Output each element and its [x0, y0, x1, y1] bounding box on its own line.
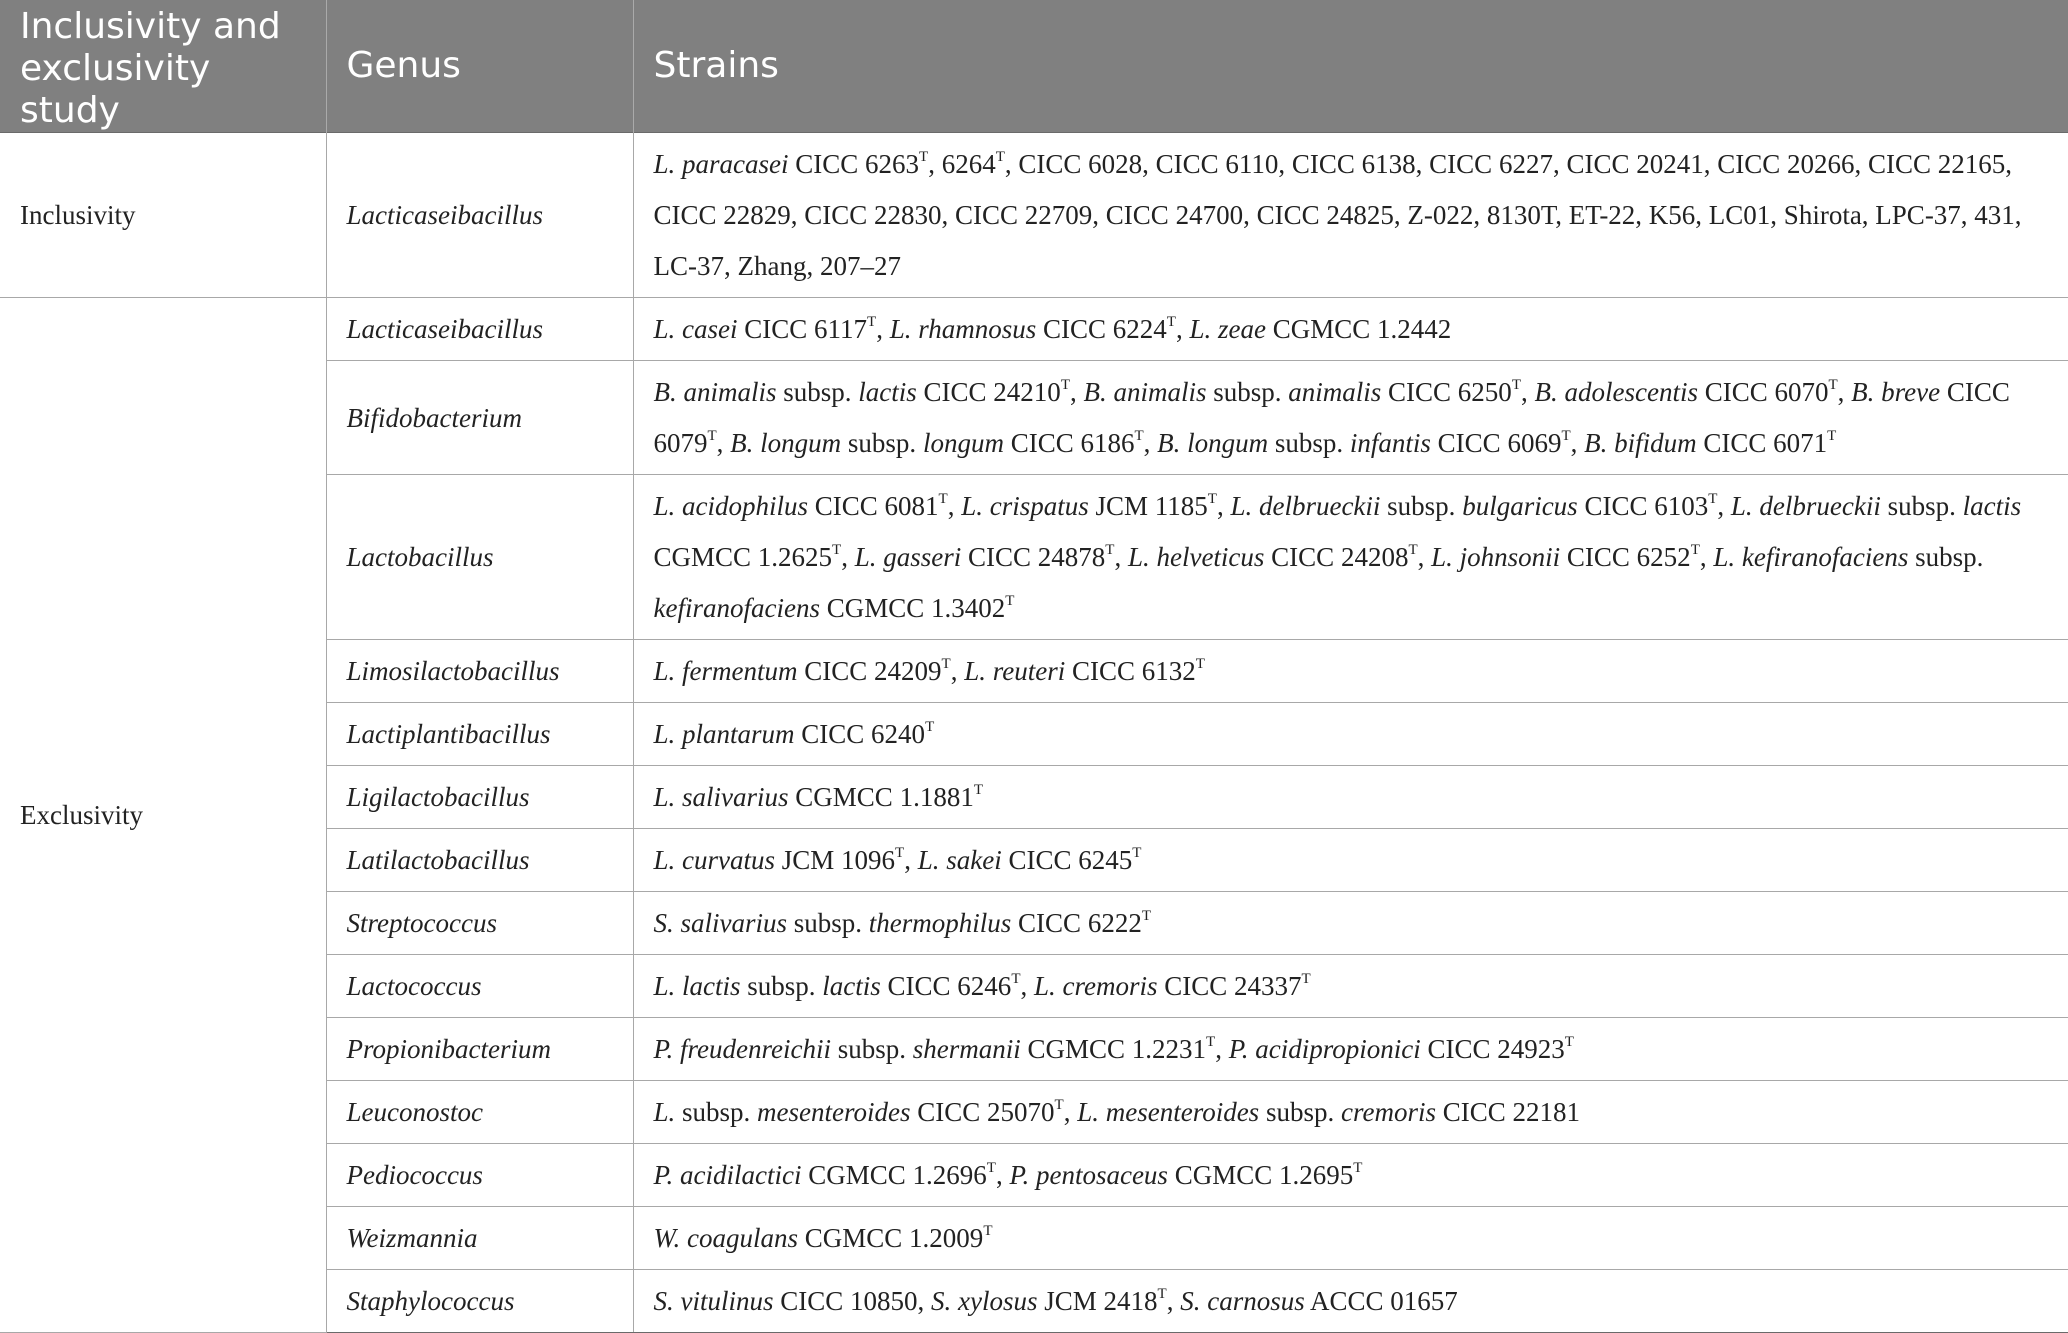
strain-id: CICC 6245: [1001, 845, 1133, 875]
type-strain-mark: T: [1134, 428, 1144, 444]
header-strains: Strains: [633, 0, 2068, 133]
type-strain-mark: T: [1054, 1097, 1064, 1113]
species-name: P. pentosaceus: [1009, 1160, 1168, 1190]
header-study: Inclusivity and exclusivity study: [0, 0, 326, 133]
strain-id: CICC 6224: [1036, 314, 1167, 344]
strains-text: [654, 377, 2010, 458]
type-strain-mark: T: [832, 542, 842, 558]
strain-id: subsp.: [1259, 1097, 1341, 1127]
type-strain-mark: T: [1132, 845, 1142, 861]
type-strain-mark: T: [1105, 542, 1115, 558]
species-name: B. animalis: [653, 377, 777, 407]
type-strain-mark: T: [1828, 377, 1838, 393]
strain-id: subsp.: [1908, 542, 1984, 572]
strain-id: CICC 6079: [653, 377, 2010, 458]
species-name: lactis: [858, 377, 917, 407]
strain-id: ACCC 01657: [1304, 1286, 1458, 1316]
strain-id: subsp.: [740, 971, 823, 1001]
type-strain-mark: T: [1301, 971, 1311, 987]
genus-cell: Streptococcus: [326, 892, 633, 955]
strain-id: CGMCC 1.3402: [819, 593, 1006, 623]
strains-cell: [633, 361, 2068, 475]
strains-text: [654, 971, 1311, 1001]
strain-id: CICC 6252: [1560, 542, 1691, 572]
strain-id: ,: [1069, 377, 1084, 407]
species-name: thermophilus: [868, 908, 1012, 938]
strains-text: [654, 845, 1142, 875]
table-row: [0, 298, 2068, 361]
strains-text: [654, 782, 984, 812]
species-name: B. longum: [1157, 428, 1269, 458]
strain-id: CICC 6081: [808, 491, 939, 521]
header-genus: Genus: [326, 0, 633, 133]
species-name: W. coagulans: [653, 1223, 799, 1253]
species-name: B. breve: [1851, 377, 1941, 407]
strain-id: subsp.: [1880, 491, 1963, 521]
species-name: B. bifidum: [1584, 428, 1697, 458]
type-strain-mark: T: [895, 845, 905, 861]
strain-id: subsp.: [1206, 377, 1289, 407]
strains-cell: [633, 1270, 2068, 1333]
type-strain-mark: T: [1708, 491, 1718, 507]
strain-id: ,: [1520, 377, 1535, 407]
strain-id: CGMCC 1.2695: [1167, 1160, 1354, 1190]
type-strain-mark: T: [986, 1160, 996, 1176]
strain-id: CGMCC 1.2625: [653, 542, 833, 572]
strain-id: ,: [1717, 491, 1731, 521]
type-strain-mark: T: [1511, 377, 1521, 393]
type-strain-mark: T: [1690, 542, 1700, 558]
species-name: L. johnsonii: [1431, 542, 1561, 572]
species-name: S. salivarius: [653, 908, 788, 938]
strains-cell: [633, 703, 2068, 766]
type-strain-mark: T: [995, 149, 1005, 165]
type-strain-mark: T: [925, 719, 935, 735]
strain-id: CICC 6263: [788, 149, 920, 179]
species-name: shermanii: [912, 1034, 1021, 1064]
species-name: L. gasseri: [854, 542, 962, 572]
type-strain-mark: T: [919, 149, 929, 165]
strains-cell: [633, 133, 2068, 298]
species-name: B. animalis: [1083, 377, 1207, 407]
strain-id: , 6264: [928, 149, 996, 179]
strains-cell: [633, 1144, 2068, 1207]
type-strain-mark: T: [1141, 908, 1151, 924]
strain-id: subsp.: [841, 428, 923, 458]
strains-text: [654, 1160, 1363, 1190]
strain-id: CICC 6071: [1696, 428, 1828, 458]
strain-id: subsp.: [675, 1097, 758, 1127]
type-strain-mark: T: [1207, 491, 1217, 507]
strains-text: [654, 656, 1205, 686]
type-strain-mark: T: [1060, 377, 1070, 393]
strain-id: ,: [1166, 1286, 1181, 1316]
type-strain-mark: T: [1827, 428, 1837, 444]
species-name: B. longum: [730, 428, 842, 458]
strains-cell: [633, 892, 2068, 955]
type-strain-mark: T: [941, 656, 951, 672]
type-strain-mark: T: [867, 314, 877, 330]
species-name: L. rhamnosus: [889, 314, 1037, 344]
strain-id: ,: [995, 1160, 1010, 1190]
genus-cell: Lactobacillus: [326, 475, 633, 640]
species-name: bulgaricus: [1462, 491, 1578, 521]
strain-id: CICC 6222: [1011, 908, 1142, 938]
species-name: L. acidophilus: [653, 491, 809, 521]
strain-id: subsp.: [776, 377, 859, 407]
strain-id: CICC 24878: [961, 542, 1106, 572]
type-strain-mark: T: [983, 1223, 993, 1239]
strain-id: CGMCC 1.1881: [788, 782, 974, 812]
table-row: [0, 133, 2068, 298]
species-name: L. kefiranofaciens: [1713, 542, 1909, 572]
strains-cell: [633, 1207, 2068, 1270]
species-name: L. delbrueckii: [1230, 491, 1381, 521]
strain-id: ,: [716, 428, 731, 458]
genus-cell: Propionibacterium: [326, 1018, 633, 1081]
strain-id: CICC 6069: [1430, 428, 1562, 458]
strain-id: ,: [1114, 542, 1128, 572]
type-strain-mark: T: [1166, 314, 1176, 330]
strains-cell: [633, 475, 2068, 640]
species-name: L. plantarum: [653, 719, 795, 749]
strain-id: subsp.: [1268, 428, 1350, 458]
strain-id: ,: [841, 542, 855, 572]
strains-cell: [633, 829, 2068, 892]
species-name: L. salivarius: [653, 782, 789, 812]
strain-id: ,: [1215, 1034, 1229, 1064]
species-name: L. helveticus: [1127, 542, 1265, 572]
type-strain-mark: T: [1564, 1034, 1574, 1050]
study-cell: Inclusivity: [0, 133, 326, 298]
strains-text: [654, 1097, 1581, 1127]
type-strain-mark: T: [1011, 971, 1021, 987]
strains-cell: [633, 298, 2068, 361]
strain-id: , CICC 6028, CICC 6110, CICC 6138, CICC 6227, CICC 20241, CICC 20266, CICC 22165, CICC 22829, CICC 22830, CICC 22709, CICC 24700, CICC 24825, Z-022, 8130T, ET-22, K56, LC01, Shirota, LPC-37, 431, LC-37, Zhang, 207–27: [653, 149, 2022, 281]
genus-cell: Lactococcus: [326, 955, 633, 1018]
strain-id: CGMCC 1.2696: [801, 1160, 987, 1190]
species-name: L. reuteri: [964, 656, 1066, 686]
species-name: L. delbrueckii: [1730, 491, 1881, 521]
strain-id: CICC 24209: [797, 656, 942, 686]
species-name: L. zeae: [1189, 314, 1266, 344]
strain-id: ,: [950, 656, 965, 686]
species-name: L. sakei: [917, 845, 1002, 875]
strain-id: CICC 24337: [1157, 971, 1302, 1001]
strains-cell: [633, 955, 2068, 1018]
strain-id: ,: [904, 845, 918, 875]
strain-id: CGMCC 1.2231: [1020, 1034, 1207, 1064]
species-name: S. xylosus: [931, 1286, 1038, 1316]
strain-id: CICC 24208: [1264, 542, 1409, 572]
strains-text: [654, 719, 935, 749]
strain-id: ,: [1417, 542, 1432, 572]
strain-id: subsp.: [830, 1034, 913, 1064]
strain-id: CGMCC 1.2009: [798, 1223, 984, 1253]
type-strain-mark: T: [1408, 542, 1418, 558]
strain-id: CICC 22181: [1435, 1097, 1580, 1127]
type-strain-mark: T: [1353, 1160, 1363, 1176]
species-name: L. cremoris: [1033, 971, 1158, 1001]
species-name: L. casei: [653, 314, 738, 344]
strain-id: JCM 1096: [775, 845, 896, 875]
strain-id: subsp.: [787, 908, 869, 938]
species-name: mesenteroides: [757, 1097, 911, 1127]
genus-cell: Pediococcus: [326, 1144, 633, 1207]
strains-cell: [633, 1018, 2068, 1081]
species-name: kefiranofaciens: [653, 593, 820, 623]
genus-cell: Limosilactobacillus: [326, 640, 633, 703]
type-strain-mark: T: [1195, 656, 1205, 672]
species-name: L.: [653, 1097, 676, 1127]
strains-text: [654, 1223, 993, 1253]
strains-cell: [633, 766, 2068, 829]
type-strain-mark: T: [973, 782, 983, 798]
species-name: lactis: [1962, 491, 2022, 521]
genus-cell: Lactiplantibacillus: [326, 703, 633, 766]
strains-cell: [633, 1081, 2068, 1144]
strains-text: [654, 1034, 1574, 1064]
table-body: [0, 133, 2068, 1333]
type-strain-mark: T: [938, 491, 948, 507]
type-strain-mark: T: [1561, 428, 1571, 444]
genus-cell: Bifidobacterium: [326, 361, 633, 475]
species-name: infantis: [1349, 428, 1431, 458]
strain-id: ,: [876, 314, 890, 344]
strains-text: [654, 491, 2022, 623]
species-name: longum: [922, 428, 1004, 458]
header-row: [0, 0, 2068, 133]
strain-id: CICC 24210: [916, 377, 1061, 407]
species-name: P. freudenreichii: [653, 1034, 831, 1064]
type-strain-mark: T: [1157, 1286, 1167, 1302]
strains-text: [654, 149, 2022, 281]
type-strain-mark: T: [707, 428, 717, 444]
species-name: L. fermentum: [653, 656, 798, 686]
species-name: L. lactis: [653, 971, 741, 1001]
genus-cell: Lacticaseibacillus: [326, 133, 633, 298]
genus-cell: Weizmannia: [326, 1207, 633, 1270]
strains-text: [654, 314, 1452, 344]
species-name: cremoris: [1340, 1097, 1436, 1127]
species-name: L. curvatus: [653, 845, 775, 875]
strain-id: CICC 24923: [1420, 1034, 1565, 1064]
strain-id: ,: [1020, 971, 1034, 1001]
genus-cell: Ligilactobacillus: [326, 766, 633, 829]
species-name: L. crispatus: [961, 491, 1089, 521]
strain-id: JCM 2418: [1037, 1286, 1158, 1316]
table-header: [0, 0, 2068, 133]
strain-id: ,: [1570, 428, 1585, 458]
species-name: S. carnosus: [1180, 1286, 1305, 1316]
species-name: S. vitulinus: [653, 1286, 774, 1316]
genus-cell: Leuconostoc: [326, 1081, 633, 1144]
type-strain-mark: T: [1206, 1034, 1216, 1050]
strain-id: CGMCC 1.2442: [1265, 314, 1452, 344]
type-strain-mark: T: [1005, 593, 1015, 609]
strain-id: CICC 6132: [1065, 656, 1196, 686]
species-name: lactis: [822, 971, 881, 1001]
strain-id: JCM 1185: [1088, 491, 1208, 521]
species-name: P. acidilactici: [653, 1160, 802, 1190]
strain-id: CICC 6240: [794, 719, 926, 749]
species-name: L. paracasei: [653, 149, 789, 179]
strain-id: ,: [947, 491, 962, 521]
genus-cell: Lacticaseibacillus: [326, 298, 633, 361]
genus-cell: Staphylococcus: [326, 1270, 633, 1333]
strains-cell: [633, 640, 2068, 703]
strain-id: CICC 6117: [737, 314, 868, 344]
strain-id: ,: [1143, 428, 1158, 458]
strain-id: CICC 6070: [1697, 377, 1829, 407]
strain-id: CICC 10850,: [773, 1286, 932, 1316]
strain-id: ,: [1175, 314, 1190, 344]
strains-text: [654, 1286, 1458, 1316]
strain-id: CICC 6186: [1003, 428, 1135, 458]
strain-id: CICC 25070: [910, 1097, 1055, 1127]
strain-id: CICC 6246: [880, 971, 1012, 1001]
species-name: P. acidipropionici: [1228, 1034, 1421, 1064]
study-cell: Exclusivity: [0, 298, 326, 1333]
strains-text: [654, 908, 1152, 938]
genus-cell: Latilactobacillus: [326, 829, 633, 892]
strain-id: CICC 6250: [1381, 377, 1512, 407]
strain-id: ,: [1699, 542, 1714, 572]
strain-id: CICC 6103: [1577, 491, 1709, 521]
strain-id: ,: [1837, 377, 1852, 407]
strain-id: ,: [1063, 1097, 1078, 1127]
strain-id: subsp.: [1380, 491, 1463, 521]
species-name: B. adolescentis: [1534, 377, 1698, 407]
species-name: animalis: [1288, 377, 1382, 407]
species-name: L. mesenteroides: [1077, 1097, 1260, 1127]
strain-id: ,: [1216, 491, 1231, 521]
